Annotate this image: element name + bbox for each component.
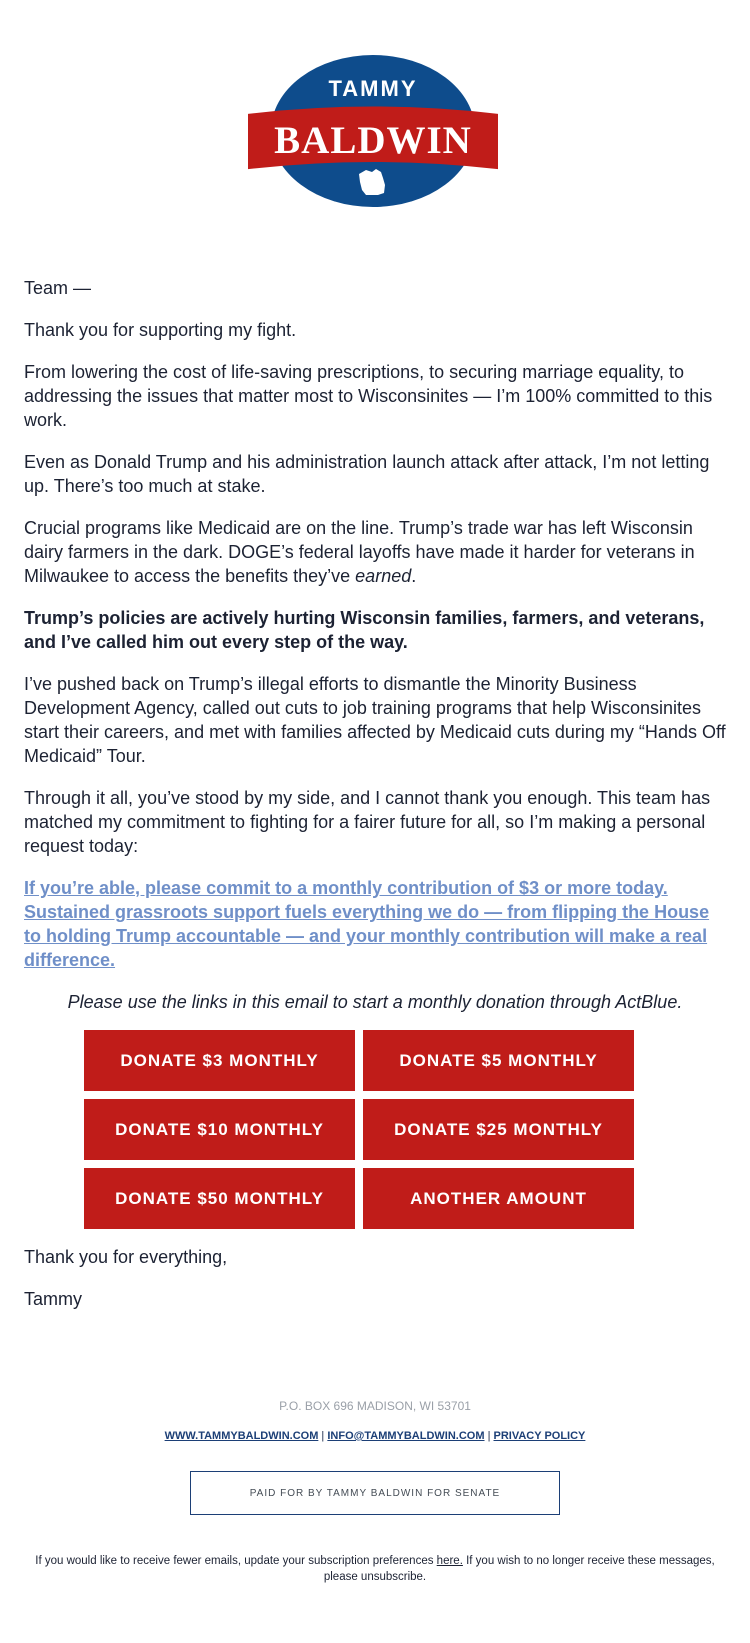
footer-links bbox=[0, 1429, 750, 1443]
paragraph-programs-end: . bbox=[411, 566, 417, 586]
actblue-note: Please use the links in this email to start a monthly donation through ActBlue. bbox=[67, 992, 683, 1012]
greeting: Team — bbox=[24, 278, 92, 298]
preferences-link[interactable]: here. bbox=[436, 1555, 463, 1567]
logo-top-text: TAMMY bbox=[328, 76, 418, 101]
email-link[interactable]: INFO@TAMMYBALDWIN.COM bbox=[327, 1430, 485, 1442]
link-separator: | bbox=[321, 1430, 325, 1442]
signature: Tammy bbox=[24, 1289, 82, 1309]
donate-3-monthly-button[interactable]: DONATE $3 MONTHLY bbox=[84, 1030, 355, 1091]
paragraph-programs-text: Crucial programs like Medicaid are on the line. Trump’s trade war has left Wisconsin dairy farmers in the dark. DOGE’s federal layoffs have made it harder for veterans in Milwaukee to access the benefits they’ve bbox=[24, 518, 695, 586]
paragraph-policies-bold: Trump’s policies are actively hurting Wisconsin families, farmers, and veterans, and I’ve called him out every step of the way. bbox=[24, 608, 705, 652]
campaign-logo bbox=[248, 54, 498, 209]
footer bbox=[0, 1399, 750, 1585]
paragraph-pushed-back: I’ve pushed back on Trump’s illegal efforts to dismantle the Minority Business Development Agency, called out cuts to job training programs that help Wisconsinites start their careers, and met with families affected by Medicaid cuts during my “Hands Off Medicaid” Tour. bbox=[24, 674, 726, 766]
logo-banner-text: BALDWIN bbox=[274, 119, 472, 162]
donate-10-monthly-button[interactable]: DONATE $10 MONTHLY bbox=[84, 1099, 355, 1160]
logo-header bbox=[0, 0, 750, 276]
donate-50-monthly-button[interactable]: DONATE $50 MONTHLY bbox=[84, 1168, 355, 1229]
paragraph-commitment: From lowering the cost of life-saving prescriptions, to securing marriage equality, to addressing the issues that matter most to Wisconsinites — I’m 100% committed to this work. bbox=[24, 362, 713, 430]
monthly-contribution-link[interactable]: If you’re able, please commit to a monthly contribution of $3 or more today. Sustained grassroots support fuels everything we do — from flipping the House to holding Trump accountable — and your monthly contribution will make a real difference. bbox=[24, 878, 710, 970]
paid-for-disclaimer: PAID FOR BY TAMMY BALDWIN FOR SENATE bbox=[190, 1471, 560, 1515]
website-link[interactable]: WWW.TAMMYBALDWIN.COM bbox=[164, 1430, 319, 1442]
mailing-address: P.O. BOX 696 MADISON, WI 53701 bbox=[279, 1399, 471, 1413]
unsubscribe-text-end: If you wish to no longer receive these messages, please unsubscribe. bbox=[323, 1555, 715, 1583]
paragraph-programs bbox=[24, 516, 726, 588]
donation-buttons bbox=[84, 1030, 642, 1229]
link-separator: | bbox=[487, 1430, 491, 1442]
email-body bbox=[0, 276, 750, 1311]
closing: Thank you for everything, bbox=[24, 1247, 228, 1267]
wisconsin-state-icon bbox=[359, 169, 385, 195]
paragraph-programs-emphasis: earned bbox=[355, 566, 412, 586]
unsubscribe-text: If you would like to receive fewer emails, update your subscription preferences bbox=[35, 1555, 437, 1567]
unsubscribe-notice bbox=[0, 1553, 750, 1585]
paragraph-request: Through it all, you’ve stood by my side, and I cannot thank you enough. This team has matched my commitment to fighting for a fairer future for all, so I’m making a personal request today: bbox=[24, 788, 711, 856]
another-amount-button[interactable]: ANOTHER AMOUNT bbox=[363, 1168, 634, 1229]
donate-25-monthly-button[interactable]: DONATE $25 MONTHLY bbox=[363, 1099, 634, 1160]
paragraph-not-letting-up: Even as Donald Trump and his administration launch attack after attack, I’m not letting up. There’s too much at stake. bbox=[24, 452, 710, 496]
donate-5-monthly-button[interactable]: DONATE $5 MONTHLY bbox=[363, 1030, 634, 1091]
privacy-policy-link[interactable]: PRIVACY POLICY bbox=[493, 1430, 586, 1442]
paragraph-thanks: Thank you for supporting my fight. bbox=[24, 320, 297, 340]
